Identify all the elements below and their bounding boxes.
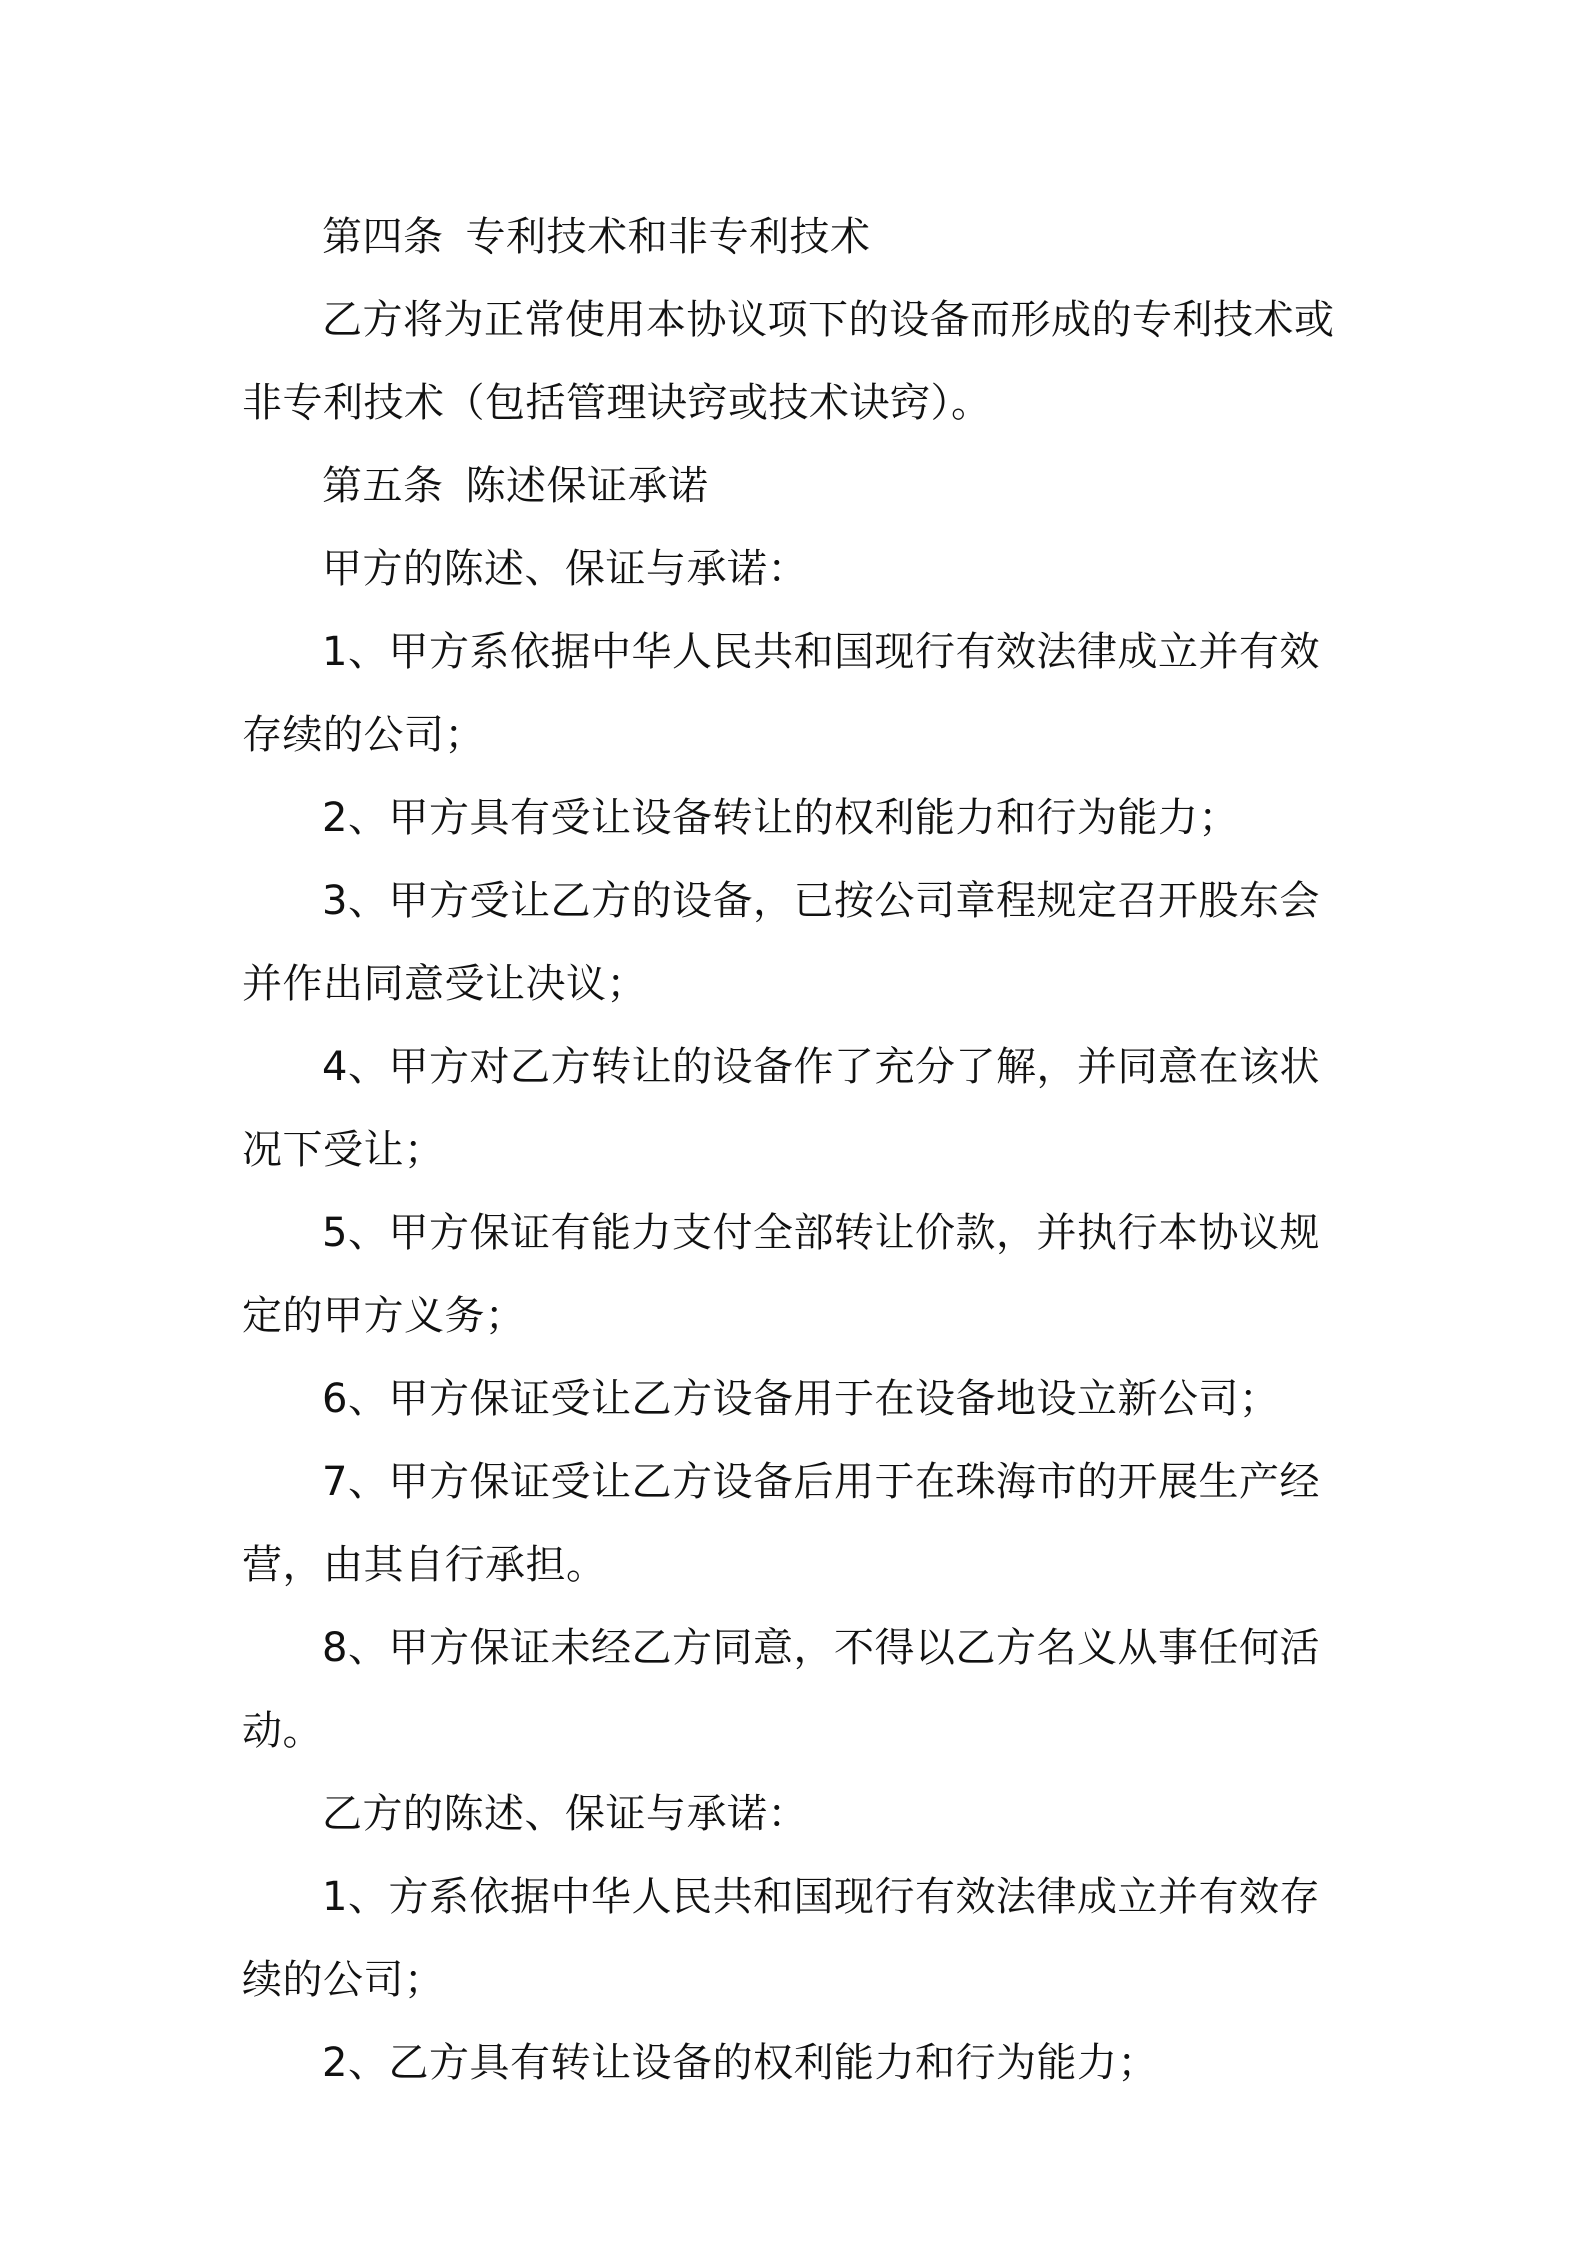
party-a-item-6: 6、甲方保证受让乙方设备用于在设备地设立新公司； bbox=[322, 1376, 1280, 1422]
party-a-item-1: 1、甲方系依据中华人民共和国现行有效法律成立并有效存续的公司； bbox=[242, 629, 1320, 758]
article-4-heading bbox=[242, 196, 1354, 279]
party-a-item-4: 4、甲方对乙方转让的设备作了充分了解，并同意在该状况下受让； bbox=[242, 1044, 1320, 1173]
party-a-item-7: 7、甲方保证受让乙方设备后用于在珠海市的开展生产经营，由其自行承担。 bbox=[242, 1459, 1320, 1588]
article-5-heading bbox=[242, 445, 1354, 528]
article-5-title: 陈述保证承诺 bbox=[465, 463, 709, 509]
party-a-item-8: 8、甲方保证未经乙方同意，不得以乙方名义从事任何活动。 bbox=[242, 1625, 1320, 1754]
article-4-body: 乙方将为正常使用本协议项下的设备而形成的专利技术或非专利技术（包括管理诀窍或技术诀窍）。 bbox=[242, 297, 1335, 426]
document-body bbox=[242, 196, 1354, 2105]
party-a-item-5: 5、甲方保证有能力支付全部转让价款，并执行本协议规定的甲方义务； bbox=[242, 1210, 1320, 1339]
party-a-item-2: 2、甲方具有受让设备转让的权利能力和行为能力； bbox=[322, 795, 1239, 841]
party-a-heading: 甲方的陈述、保证与承诺： bbox=[322, 546, 808, 592]
party-b-heading: 乙方的陈述、保证与承诺： bbox=[322, 1791, 808, 1837]
party-b-item-1: 1、方系依据中华人民共和国现行有效法律成立并有效存续的公司； bbox=[242, 1874, 1320, 2003]
article-5-number: 第五条 bbox=[322, 463, 444, 509]
party-a-item-3: 3、甲方受让乙方的设备，已按公司章程规定召开股东会并作出同意受让决议； bbox=[242, 878, 1320, 1007]
party-b-item-2: 2、乙方具有转让设备的权利能力和行为能力； bbox=[322, 2040, 1158, 2086]
article-4-title: 专利技术和非专利技术 bbox=[465, 214, 871, 260]
article-4-number: 第四条 bbox=[322, 214, 444, 260]
